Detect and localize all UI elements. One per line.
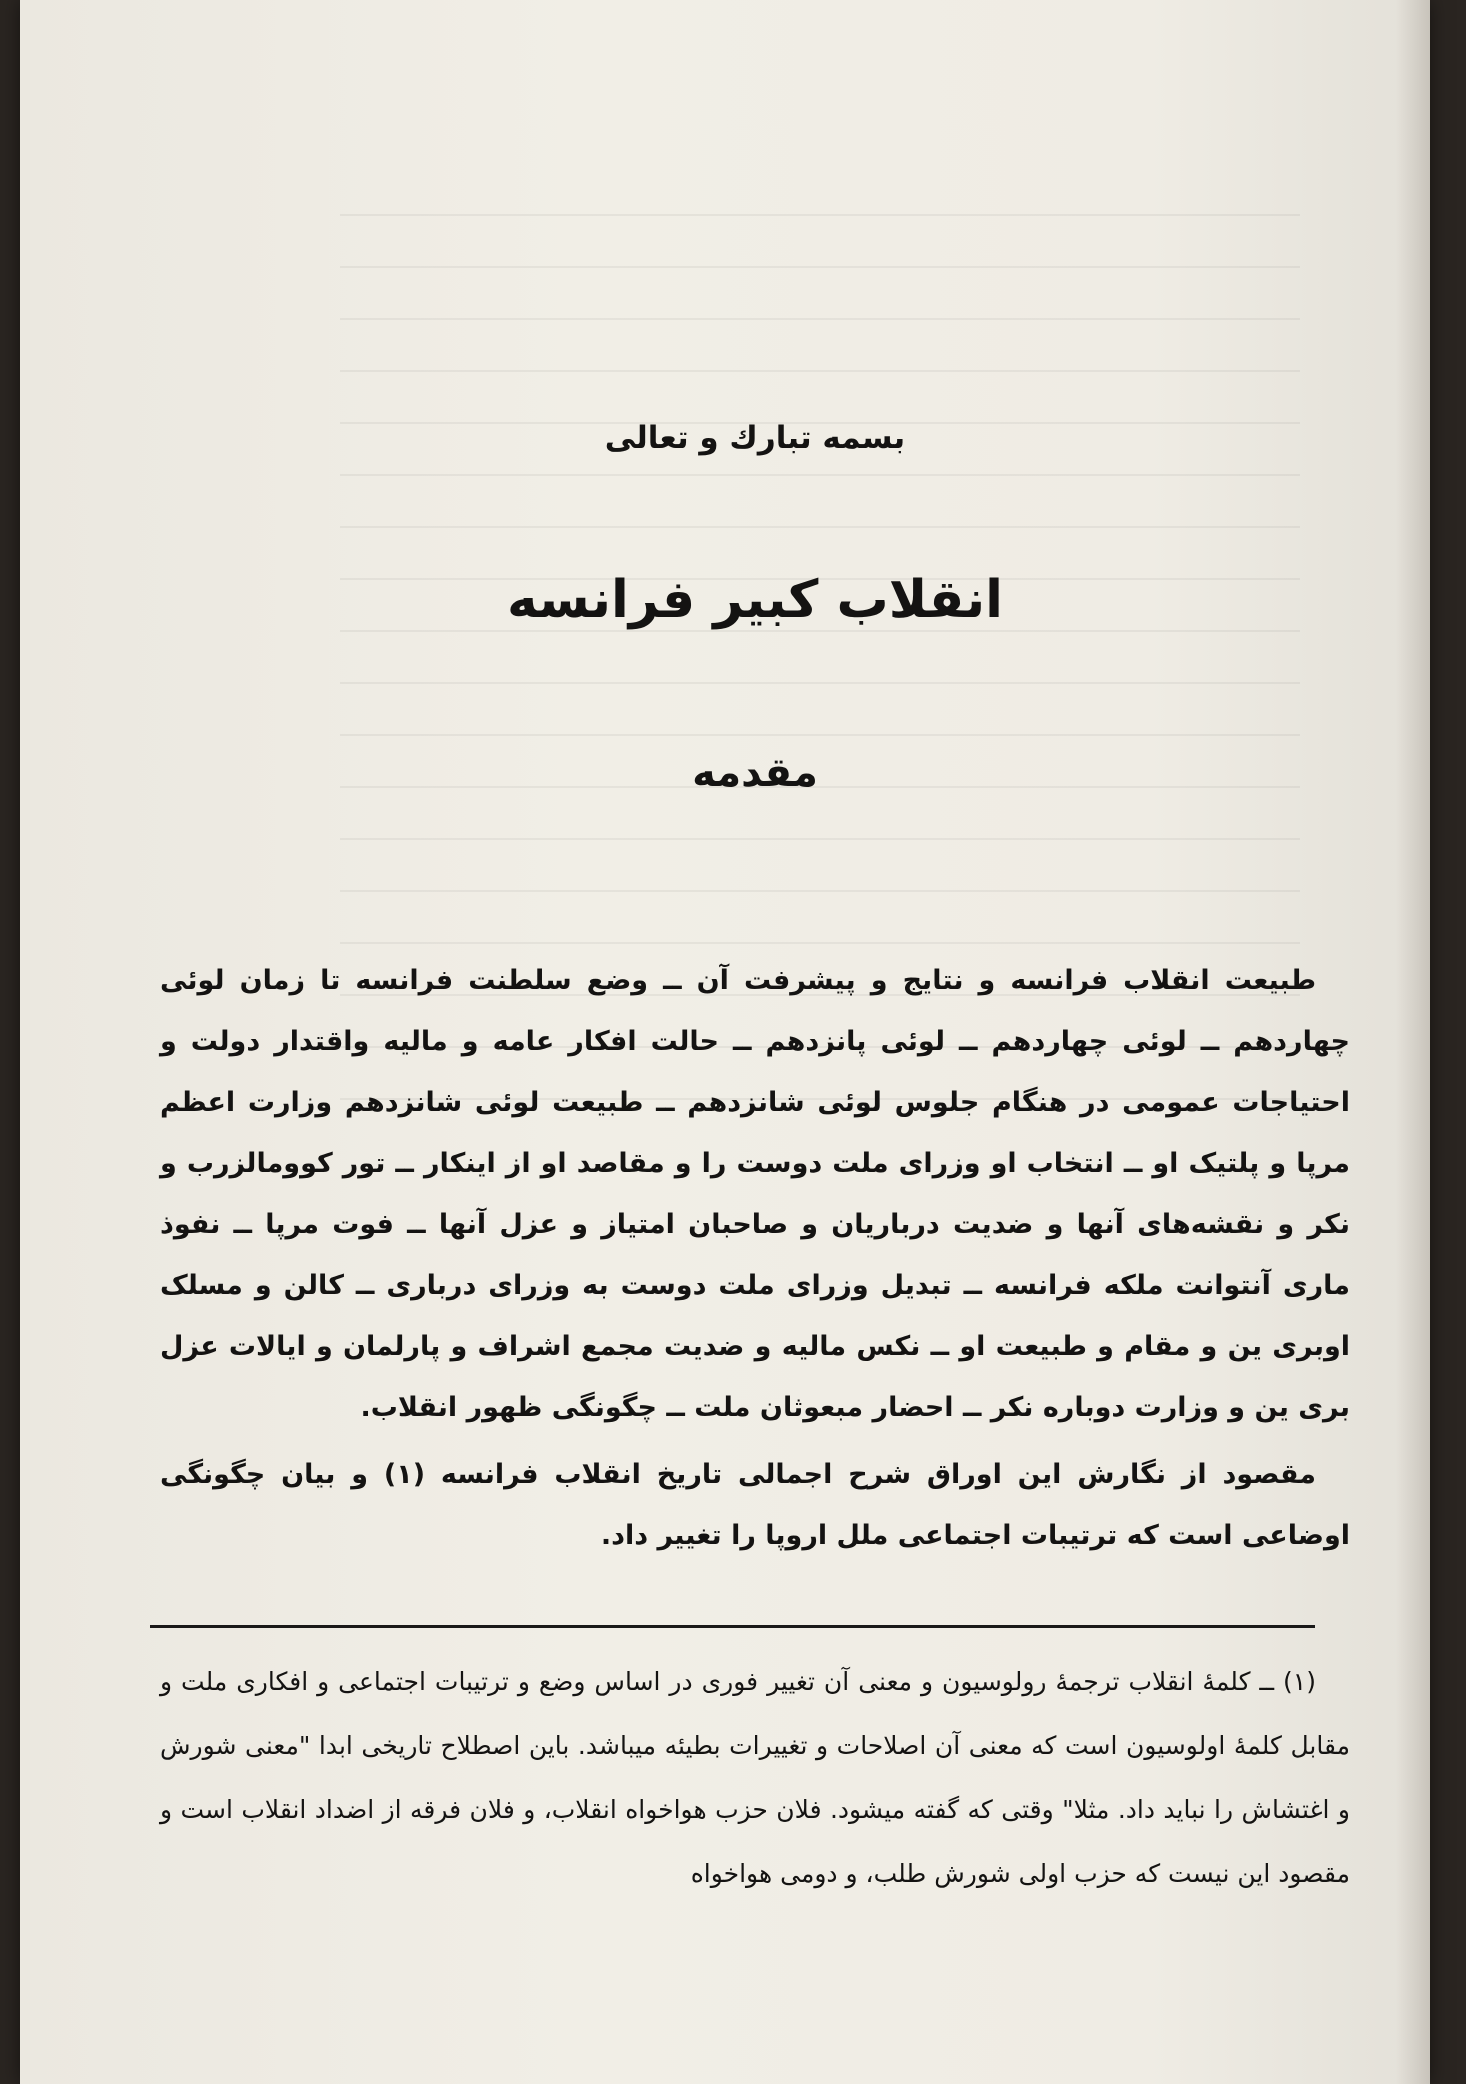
book-page (20, 0, 1430, 2084)
main-text (160, 950, 1350, 1572)
summary-paragraph: طبیعت انقلاب فرانسه و نتایج و پیشرفت آن ــ وضع سلطنت فرانسه تا زمان لوئی چهاردهم ــ لوئی چهاردهم ــ لوئی پانزدهم ــ حالت افکار عامه و مالیه واقتدار دولت و احتیاجات عمومی در هنگام جلوس لوئی شانزدهم ــ طبیعت لوئی شانزدهم وزارت اعظم مرپا و پلتیک او ــ انتخاب او وزرای ملت دوست را و مقاصد او از اینکار ــ تور کوومالزرب و نکر و نقشه‌های آنها و ضدیت درباریان و صاحبان امتیاز و عزل آنها ــ فوت مرپا ــ نفوذ ماری آنتوانت ملکه فرانسه ــ تبدیل وزرای ملت دوست به وزرای درباری ــ کالن و مسلک اوبری ین و مقام و طبیعت او ــ نکس مالیه و ضدیت مجمع اشراف و پارلمان و ایالات عزل بری ین و وزارت دوباره نکر ــ احضار مبعوثان ملت ــ چگونگی ظهور انقلاب. (160, 965, 1350, 1423)
page-gutter-shadow (1396, 0, 1430, 2084)
footnote (160, 1650, 1350, 1906)
basmala: بسمه تبارك و تعالی (604, 420, 906, 456)
section-heading: مقدمه (692, 750, 818, 796)
footnote-divider (150, 1625, 1315, 1628)
footnote-text: (۱) ــ کلمهٔ انقلاب ترجمهٔ رولوسیون و معنی آن تغییر فوری در اساس وضع و ترتیبات اجتماعی و افکاری ملت و مقابل کلمهٔ اولوسیون است که معنی آن اصلاحات و تغییرات بطیئه میباشد. باین اصطلاح تاریخی ابدا "معنی شورش و اغتشاش را نباید داد. مثلا" وقتی که گفته میشود. فلان حزب هواخواه انقلاب، و فلان فرقه از اضداد انقلاب است و مقصود این نیست که حزب اولی شورش طلب، و دومی هواخواه (160, 1667, 1350, 1888)
intro-paragraph: مقصود از نگارش این اوراق شرح اجمالی تاریخ انقلاب فرانسه (۱) و بیان چگونگی اوضاعی است که ترتیبات اجتماعی ملل اروپا را تغییر داد. (160, 1459, 1350, 1551)
page-title: انقلاب کبیر فرانسه (507, 570, 1003, 630)
